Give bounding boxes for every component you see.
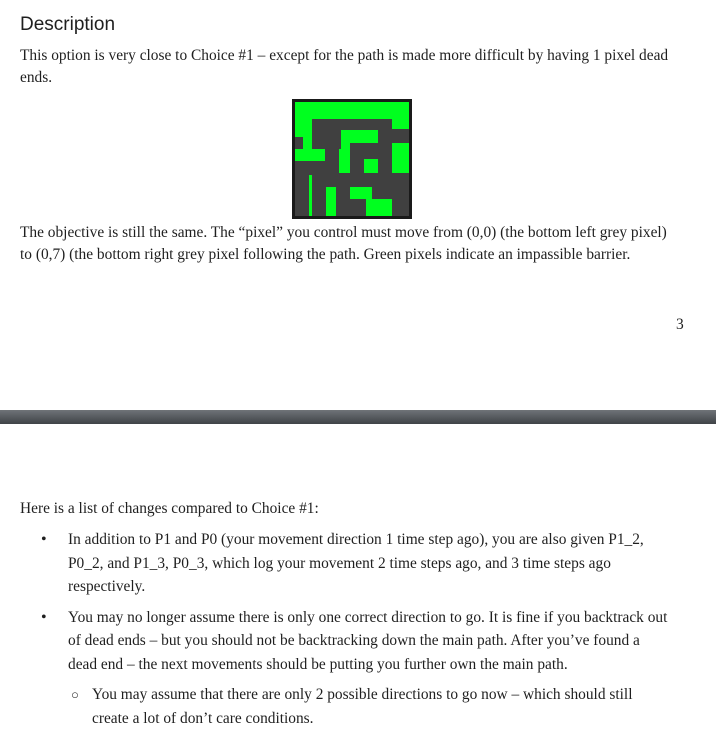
maze-image bbox=[292, 99, 412, 219]
maze-path-segment bbox=[336, 199, 366, 216]
description-paragraph: This option is very close to Choice #1 – except for the path is made more difficult by having 1 pixel dead ends. bbox=[20, 47, 669, 86]
list-item-text: In addition to P1 and P0 (your movement direction 1 time step ago), you are also given P1_2, P0_2, and P1_3, P0_3, which log your movement 2 time steps ago, and 3 time steps ago respectively. bbox=[68, 531, 644, 595]
bullet-icon: • bbox=[41, 608, 47, 626]
hollow-bullet-icon: ○ bbox=[71, 687, 79, 702]
maze-border-right bbox=[409, 99, 412, 219]
changes-list bbox=[0, 528, 716, 730]
maze-path-segment bbox=[325, 147, 339, 167]
document-page-2 bbox=[0, 424, 716, 735]
maze-path-segment bbox=[312, 173, 336, 187]
maze-path-segment bbox=[295, 200, 309, 216]
list-item bbox=[0, 528, 668, 599]
changes-intro: Here is a list of changes compared to Choice #1: bbox=[20, 500, 319, 517]
maze-path-segment bbox=[350, 143, 364, 173]
maze-path-segment bbox=[325, 129, 341, 149]
maze-border-bottom bbox=[292, 216, 412, 219]
maze-path-segment bbox=[372, 187, 392, 199]
maze-path-segment bbox=[392, 129, 409, 143]
objective-paragraph: The objective is still the same. The “pixel” you control must move from (0,0) (the bottom left grey pixel) to (0,7) (the bottom right grey pixel following the path. Green pixels indicate an impassible barrier. bbox=[20, 224, 667, 263]
section-heading: Description bbox=[20, 14, 116, 35]
list-item bbox=[0, 606, 668, 677]
maze-path-segment bbox=[295, 137, 303, 149]
list-item-text: You may no longer assume there is only one correct direction to go. It is fine if you backtrack out of dead ends – but you should not be backtracking down the main path. After you’ve found a dead end – the next movements should be putting you further own the main path. bbox=[68, 608, 668, 673]
maze-path-segment bbox=[295, 173, 309, 201]
bullet-icon: • bbox=[41, 531, 47, 548]
sub-list-item bbox=[0, 683, 666, 730]
sub-list-item-text: You may assume that there are only 2 possible directions to go now – which should still create a lot of don’t care conditions. bbox=[92, 686, 633, 727]
page-separator bbox=[0, 410, 716, 424]
maze-path-segment bbox=[378, 159, 392, 173]
maze-path-segment bbox=[392, 173, 409, 216]
maze-path-segment bbox=[312, 129, 326, 149]
page-number: 3 bbox=[676, 316, 684, 333]
